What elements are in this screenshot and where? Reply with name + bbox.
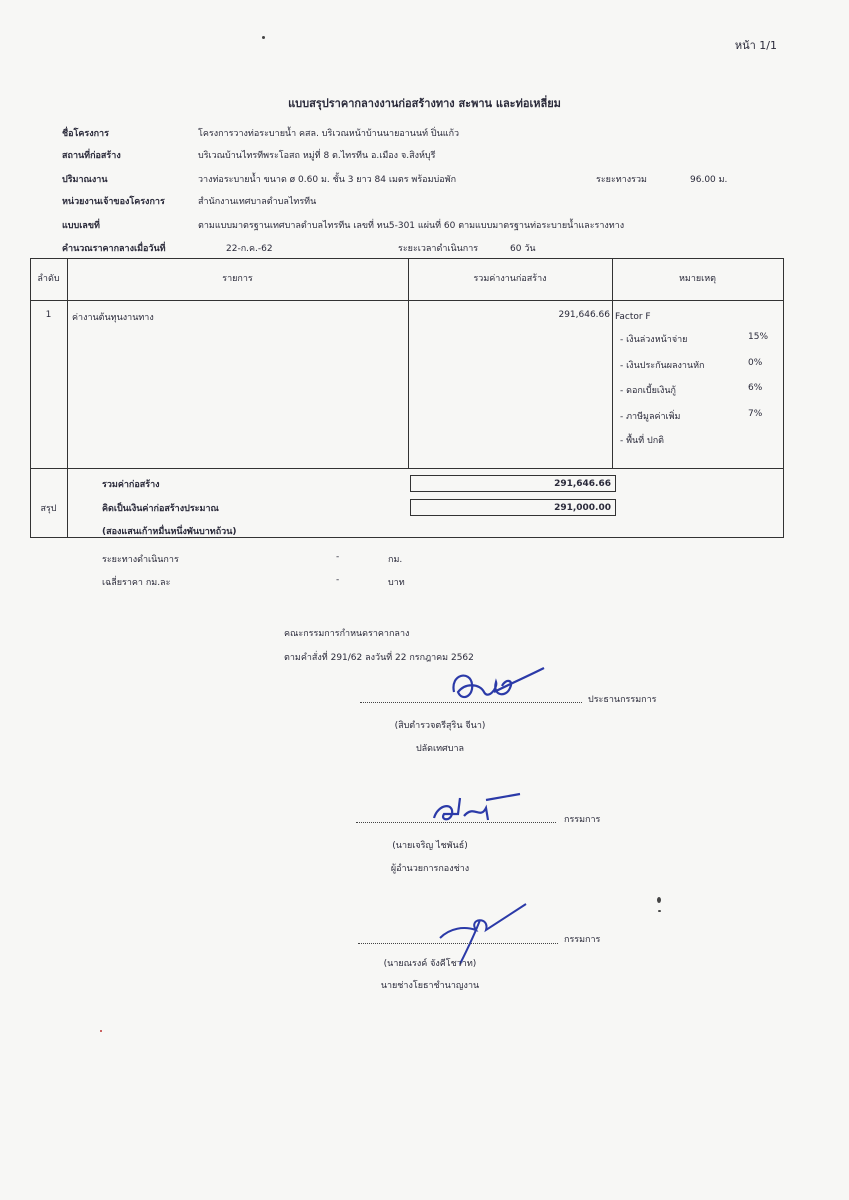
factor-vat-label: - ภาษีมูลค่าเพิ่ม <box>620 412 681 422</box>
summary-estimate-value: 291,000.00 <box>410 499 616 516</box>
signature-member1-name: (นายเจริญ ไชพันธ์) <box>392 841 468 851</box>
cost-summary-table <box>30 258 784 538</box>
factor-title: Factor F <box>615 312 651 322</box>
signature-member2-role: กรรมการ <box>564 935 601 945</box>
header-item: รายการ <box>222 274 253 284</box>
committee-title: คณะกรรมการกำหนดราคากลาง <box>284 629 410 639</box>
extra-distance-unit: กม. <box>388 555 403 565</box>
extra-avg-unit: บาท <box>388 578 405 588</box>
drawing-no-value: ตามแบบมาตรฐานเทศบาลตำบลไทรทีน เลขที่ ทน5-301 แผ่นที่ 60 ตามแบบมาตรฐานท่อระบายน้ำและรางทาง <box>198 221 625 231</box>
factor-interest-value: 6% <box>748 383 763 393</box>
factor-advance-label: - เงินล่วงหน้าจ่าย <box>620 335 688 345</box>
extra-avg-dash: - <box>336 575 340 585</box>
project-name-value: โครงการวางท่อระบายน้ำ คสล. บริเวณหน้าบ้านนายอานนท์ ปิ่นแก้ว <box>198 129 460 139</box>
signature-chair-name: (สิบตำรวจตรีสุริน จีนา) <box>394 721 486 731</box>
signature-member2-position: นายช่างโยธาชำนาญงาน <box>380 981 480 991</box>
header-cost: รวมค่างานก่อสร้าง <box>473 274 547 284</box>
row-no: 1 <box>45 310 52 320</box>
factor-retention-value: 0% <box>748 358 763 368</box>
row-cost: 291,646.66 <box>558 310 610 320</box>
row-item: ค่างานต้นทุนงานทาง <box>72 313 154 323</box>
factor-vat-value: 7% <box>748 409 763 419</box>
summary-estimate-label: คิดเป็นเงินค่าก่อสร้างประมาณ <box>102 504 219 514</box>
summary-estimate-words: (สองแสนเก้าหมื่นหนึ่งพันบาทถ้วน) <box>102 527 237 537</box>
drawing-no-label: แบบเลขที่ <box>62 221 100 231</box>
document-title: แบบสรุปราคากลางงานก่อสร้างทาง สะพาน และท่อเหลี่ยม <box>288 97 561 110</box>
duration-label: ระยะเวลาดำเนินการ <box>398 244 479 254</box>
header-no: ลำดับ <box>37 274 60 284</box>
summary-label: สรุป <box>40 504 57 514</box>
factor-interest-label: - ดอกเบี้ยเงินกู้ <box>620 386 676 396</box>
factor-retention-label: - เงินประกันผลงานหัก <box>620 361 705 371</box>
distance-label: ระยะทางรวม <box>596 175 647 185</box>
signature-chair-role: ประธานกรรมการ <box>588 695 657 705</box>
committee-order: ตามคำสั่งที่ 291/62 ลงวันที่ 22 กรกฎาคม 2562 <box>284 653 474 663</box>
factor-area-label: - พื้นที่ ปกติ <box>620 436 664 446</box>
quantity-label: ปริมาณงาน <box>62 175 108 185</box>
calc-date-value: 22-ก.ค.-62 <box>226 244 273 254</box>
extra-distance-dash: - <box>336 552 340 562</box>
quantity-value: วางท่อระบายน้ำ ขนาด ø 0.60 ม. ชั้น 3 ยาว 84 เมตร พร้อมบ่อพัก <box>198 175 457 185</box>
calc-date-label: คำนวณราคากลางเมื่อวันที่ <box>62 244 166 254</box>
owner-value: สำนักงานเทศบาลตำบลไทรทีน <box>198 197 317 207</box>
owner-label: หน่วยงานเจ้าของโครงการ <box>62 197 165 207</box>
location-value: บริเวณบ้านไทรทีพระโอสถ หมู่ที่ 8 ต.ไทรทีน อ.เมือง จ.สิงห์บุรี <box>198 151 436 161</box>
distance-value: 96.00 ม. <box>690 175 728 185</box>
summary-total-label: รวมค่าก่อสร้าง <box>102 480 160 490</box>
duration-value: 60 วัน <box>510 244 536 254</box>
signature-mark-member-1 <box>428 790 528 830</box>
location-label: สถานที่ก่อสร้าง <box>62 151 121 161</box>
page-number: หน้า 1/1 <box>734 39 777 52</box>
signature-member1-position: ผู้อำนวยการกองช่าง <box>390 864 470 874</box>
factor-advance-value: 15% <box>748 332 769 342</box>
extra-avg-label: เฉลี่ยราคา กม.ละ <box>102 578 171 588</box>
signature-member2-name: (นายณรงค์ จังคีโชวาท) <box>383 959 477 969</box>
signature-chair-position: ปลัดเทศบาล <box>415 744 465 754</box>
signature-member1-role: กรรมการ <box>564 815 601 825</box>
project-name-label: ชื่อโครงการ <box>62 129 109 139</box>
extra-distance-label: ระยะทางดำเนินการ <box>102 555 179 565</box>
summary-total-value: 291,646.66 <box>410 475 616 492</box>
header-note: หมายเหตุ <box>678 274 717 284</box>
